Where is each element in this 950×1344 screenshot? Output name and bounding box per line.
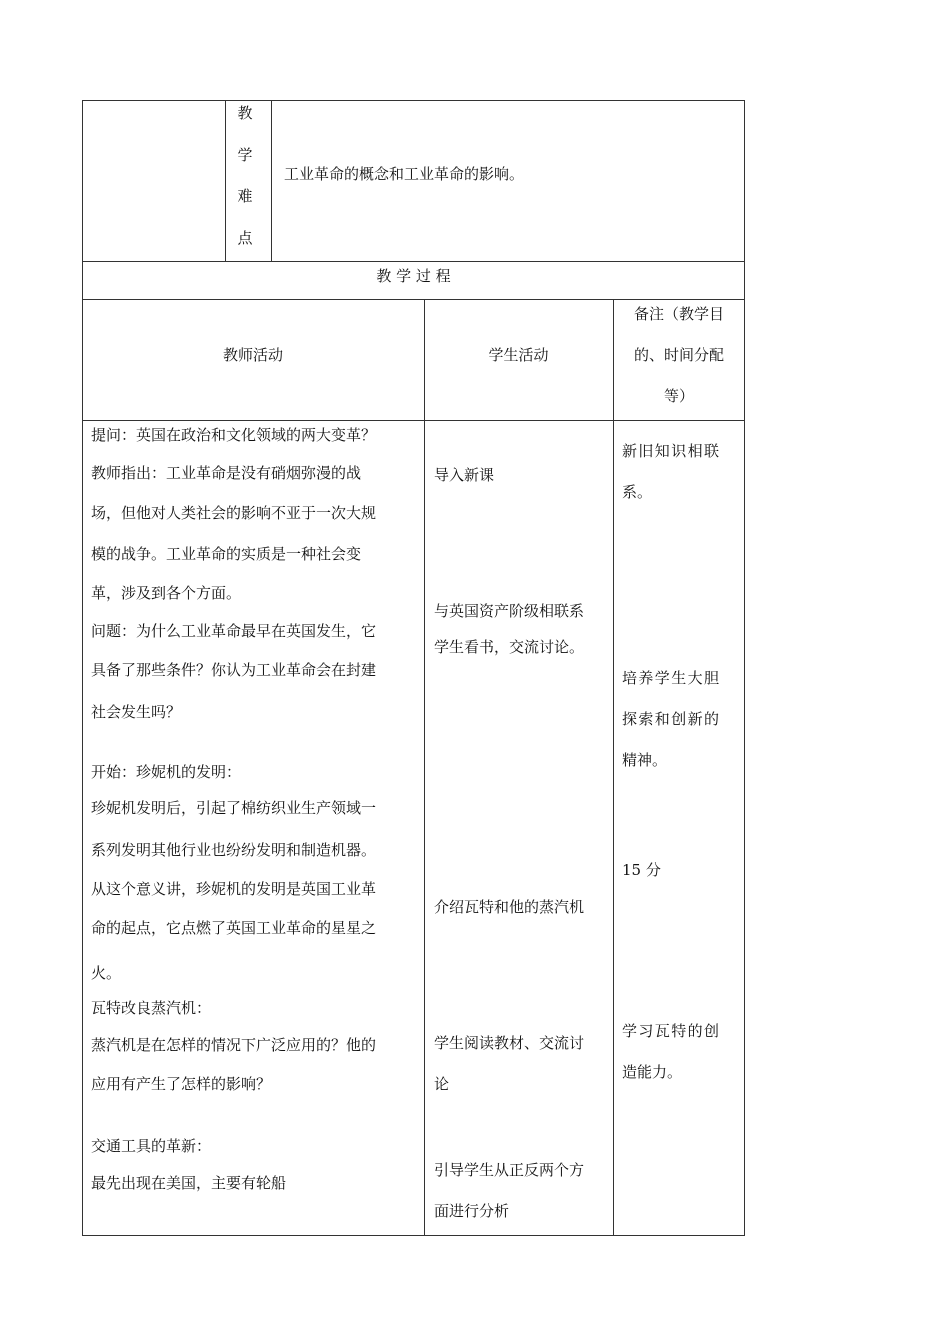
teacher-activity-line: 社会发生吗？ xyxy=(91,703,182,721)
teacher-activity-line: 火。 xyxy=(91,964,122,982)
process-title: 教 学 过 程 xyxy=(376,267,451,285)
teacher-activity-line: 最先出现在美国，主要有轮船 xyxy=(91,1174,287,1192)
student-activity-line: 学生阅读教材、交流讨 xyxy=(434,1034,585,1052)
student-activity-line: 面进行分析 xyxy=(434,1202,510,1220)
teacher-activity-line: 问题：为什么工业革命最早在英国发生，它 xyxy=(91,622,377,640)
teacher-activity-line: 革，涉及到各个方面。 xyxy=(91,584,242,602)
note-line: 探索和创新的 xyxy=(622,710,721,728)
teacher-activity-line: 蒸汽机是在怎样的情况下广泛应用的？他的 xyxy=(91,1036,377,1054)
column-divider xyxy=(613,299,614,1236)
student-activity-line: 与英国资产阶级相联系 xyxy=(434,602,585,620)
teacher-activity-line: 教师指出：工业革命是没有硝烟弥漫的战 xyxy=(91,464,362,482)
teacher-activity-line: 从这个意义讲，珍妮机的发明是英国工业革 xyxy=(91,880,377,898)
teacher-activity-line: 交通工具的革新： xyxy=(91,1137,212,1155)
teacher-activity-line: 提问：英国在政治和文化领域的两大变革？ xyxy=(91,426,377,444)
difficulty-label-char: 教 xyxy=(237,104,253,122)
teacher-activity-line: 瓦特改良蒸汽机： xyxy=(91,999,212,1017)
difficulty-label-char: 难 xyxy=(237,187,253,205)
teacher-activity-line: 珍妮机发明后，引起了棉纺织业生产领域一 xyxy=(91,799,377,817)
teacher-activity-line: 场，但他对人类社会的影响不亚于一次大规 xyxy=(91,504,377,522)
column-divider xyxy=(225,100,226,261)
teacher-activity-line: 系列发明其他行业也纷纷发明和制造机器。 xyxy=(91,841,377,859)
note-line: 培养学生大胆 xyxy=(622,669,721,687)
teacher-activity-line: 模的战争。工业革命的实质是一种社会变 xyxy=(91,545,362,563)
teacher-activity-line: 应用有产生了怎样的影响？ xyxy=(91,1075,272,1093)
note-line: 学习瓦特的创 xyxy=(622,1022,721,1040)
note-line: 系。 xyxy=(622,483,653,501)
difficulty-label-char: 学 xyxy=(237,146,253,164)
note-line: 造能力。 xyxy=(622,1063,683,1081)
row-divider xyxy=(82,299,745,300)
teacher-activity-line: 具备了那些条件？你认为工业革命会在封建 xyxy=(91,661,377,679)
column-divider xyxy=(271,100,272,261)
note-line: 15 分 xyxy=(622,861,661,879)
student-activity-line: 介绍瓦特和他的蒸汽机 xyxy=(434,898,585,916)
teacher-activity-line: 开始：珍妮机的发明： xyxy=(91,763,242,781)
student-activity-line: 引导学生从正反两个方 xyxy=(434,1161,585,1179)
column-divider xyxy=(424,299,425,1236)
teacher-column-header: 教师活动 xyxy=(222,346,283,364)
notes-column-header: 备注（教学目 xyxy=(633,305,724,323)
notes-column-header: 等） xyxy=(663,387,694,405)
row-divider xyxy=(82,420,745,421)
student-activity-line: 导入新课 xyxy=(434,466,495,484)
difficulty-content: 工业革命的概念和工业革命的影响。 xyxy=(284,165,525,183)
teacher-activity-line: 命的起点，它点燃了英国工业革命的星星之 xyxy=(91,919,377,937)
student-activity-line: 学生看书，交流讨论。 xyxy=(434,638,585,656)
difficulty-label-char: 点 xyxy=(237,229,253,247)
row-divider xyxy=(82,261,745,262)
notes-column-header: 的、时间分配 xyxy=(633,346,724,364)
student-activity-line: 论 xyxy=(434,1075,450,1093)
note-line: 新旧知识相联 xyxy=(622,442,721,460)
note-line: 精神。 xyxy=(622,751,668,769)
student-column-header: 学生活动 xyxy=(488,346,549,364)
